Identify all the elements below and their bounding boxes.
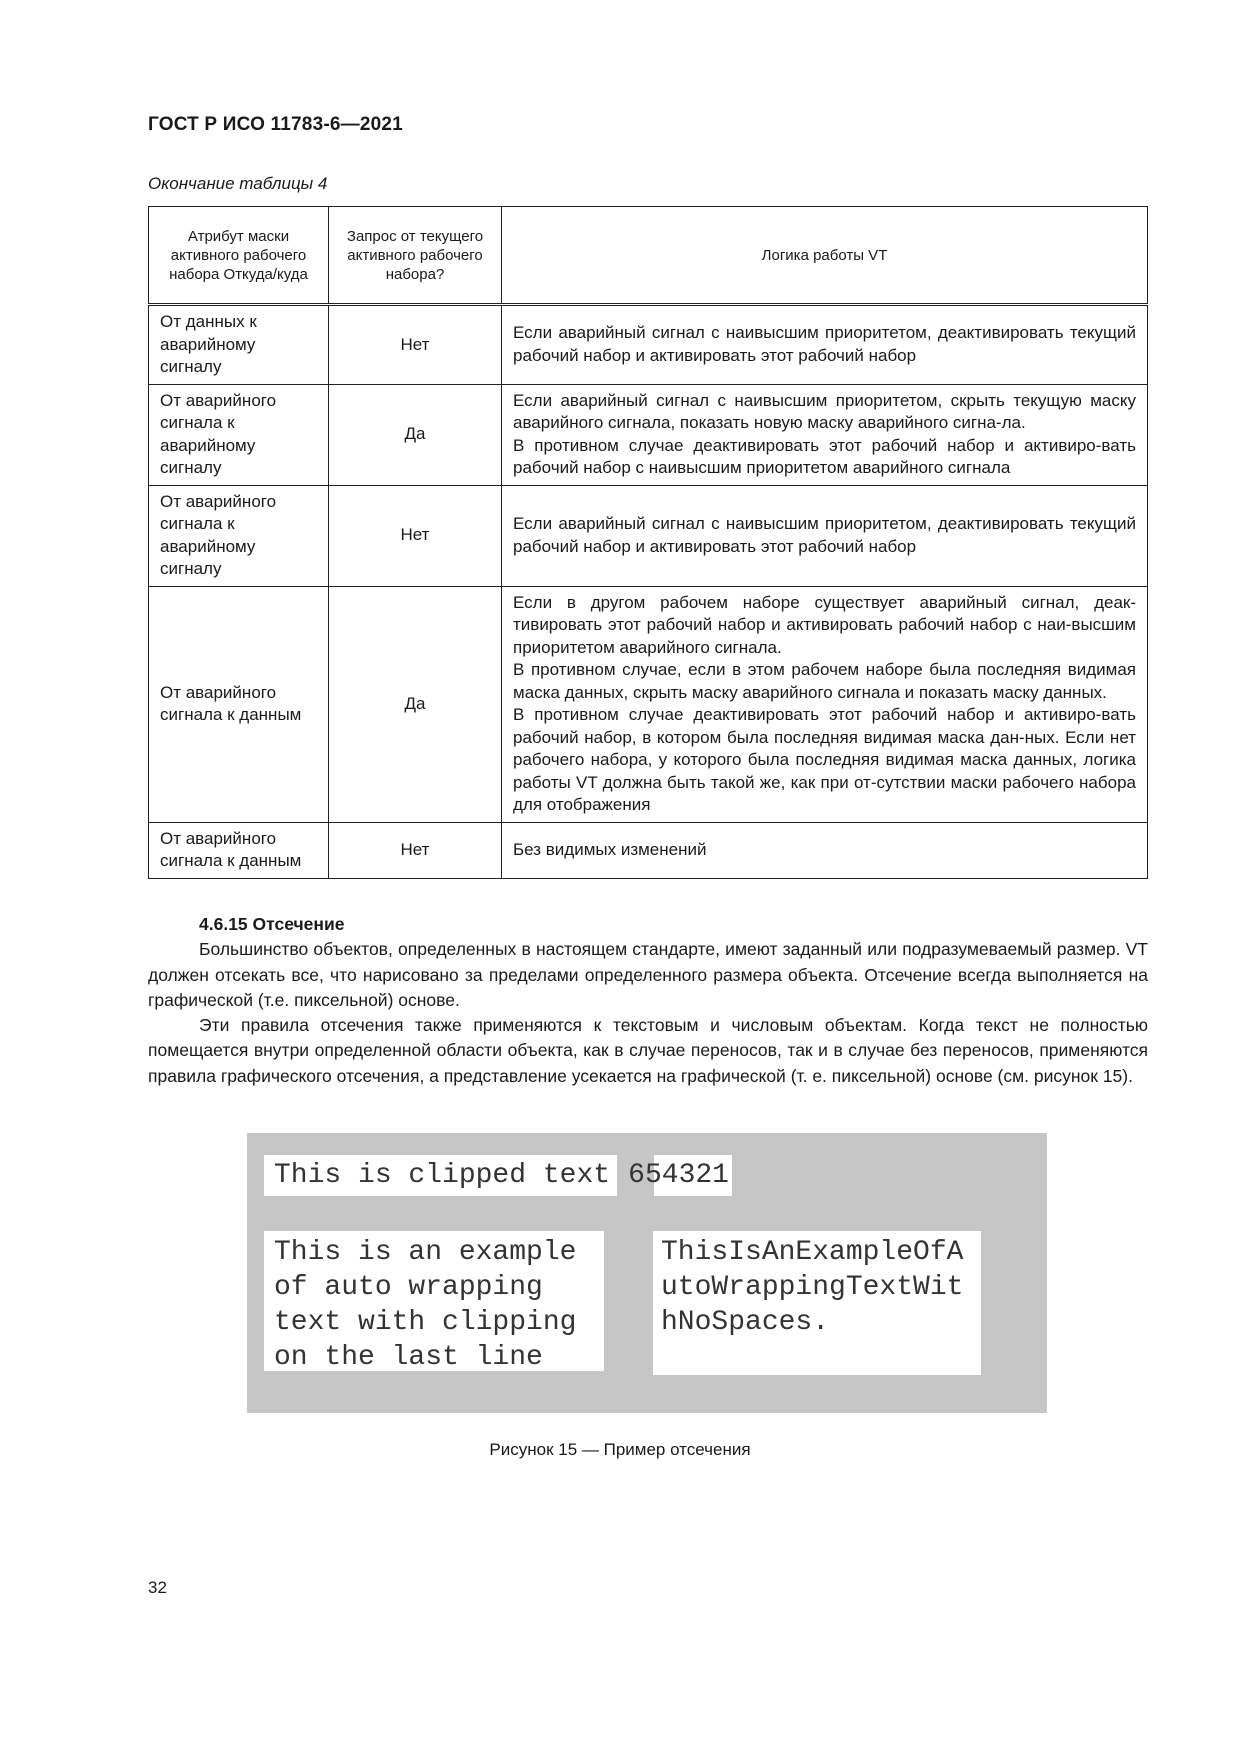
table-row bbox=[149, 822, 1148, 878]
logic-cell: Если в другом рабочем наборе существует аварийный сигнал, деак-тивировать этот рабочий набор и активировать рабочий набор с наи-высшим приоритетом аварийного сигнала. В противном случае, если в этом рабочем наборе была последняя видимая маска данных, скрыть маску аварийного сигнала и показать маску данных. В противном случае деактивировать этот рабочий набор и активиро-вать рабочий набор, в котором была последняя видимая маска дан-ных. Если нет рабочего набора, у которого была последняя видимая маска данных, логика работы VT должна быть такой же, как при от-сутствии маски рабочего набора для отображения bbox=[502, 586, 1148, 822]
logic-cell: Если аварийный сигнал с наивысшим приоритетом, деактивировать текущий рабочий набор и активировать этот рабочий набор bbox=[502, 485, 1148, 586]
section-title: 4.6.15 Отсечение bbox=[199, 914, 345, 934]
auto-wrap-text: This is an example of auto wrapping text with clipping on the last line bbox=[274, 1237, 577, 1373]
figure-caption: Рисунок 15 — Пример отсечения bbox=[489, 1440, 751, 1459]
request-cell: Нет bbox=[329, 822, 502, 878]
logic-cell: Если аварийный сигнал с наивысшим приоритетом, деактивировать текущий рабочий набор и активировать этот рабочий набор bbox=[502, 305, 1148, 385]
clipped-text: This is clipped text bbox=[274, 1160, 611, 1191]
no-spaces-text: ThisIsAnExampleOfA utoWrappingTextWit hNoSpaces. bbox=[661, 1237, 964, 1338]
request-cell: Нет bbox=[329, 485, 502, 586]
attribute-cell: От аварийного сигнала к данным bbox=[149, 586, 329, 822]
logic-cell: Без видимых изменений bbox=[502, 822, 1148, 878]
request-cell: Да bbox=[329, 384, 502, 485]
auto-wrap-text-box bbox=[264, 1231, 604, 1371]
request-cell: Да bbox=[329, 586, 502, 822]
table-4 bbox=[148, 206, 1148, 879]
table-row bbox=[149, 384, 1148, 485]
column-header: Логика работы VT bbox=[502, 207, 1148, 305]
request-cell: Нет bbox=[329, 305, 502, 385]
body-paragraph: Эти правила отсечения также применяются к текстовым и числовым объектам. Когда текст не полностью помещается внутри определенной области объекта, как в случае переносов, так и в случае без переносов, применяются правила графического отсечения, а представление усекается на графической (т. е. пиксельной) основе (см. рисунок 15). bbox=[148, 1015, 1148, 1086]
document-header: ГОСТ Р ИСО 11783-6—2021 bbox=[148, 114, 403, 135]
clipping-example-figure bbox=[247, 1133, 1047, 1413]
no-spaces-text-box bbox=[653, 1231, 981, 1375]
table-continuation-caption: Окончание таблицы 4 bbox=[148, 174, 328, 193]
attribute-cell: От аварийного сигнала к данным bbox=[149, 822, 329, 878]
section-4-6-15 bbox=[148, 912, 1148, 1089]
attribute-cell: От данных к аварийному сигналу bbox=[149, 305, 329, 385]
attribute-cell: От аварийного сигнала к аварийному сигналу bbox=[149, 485, 329, 586]
table-row bbox=[149, 586, 1148, 822]
table-header-row bbox=[149, 207, 1148, 305]
body-paragraph: Большинство объектов, определенных в настоящем стандарте, имеют заданный или подразумеваемый размер. VT должен отсекать все, что нарисовано за пределами определенного размера объекта. Отсечение всегда выполняется на графической (т.е. пиксельной) основе. bbox=[148, 939, 1148, 1010]
attribute-cell: От аварийного сигнала к аварийному сигналу bbox=[149, 384, 329, 485]
clipped-number: 654321 bbox=[628, 1160, 729, 1191]
page-number: 32 bbox=[148, 1578, 167, 1597]
logic-cell: Если аварийный сигнал с наивысшим приоритетом, скрыть текущую маску аварийного сигнала, показать новую маску аварийного сигна-ла. В противном случае деактивировать этот рабочий набор и активиро-вать рабочий набор с наивысшим приоритетом аварийного сигнала bbox=[502, 384, 1148, 485]
clipped-number-box bbox=[628, 1155, 732, 1196]
table-row bbox=[149, 485, 1148, 586]
clipped-text-box bbox=[264, 1155, 617, 1196]
column-header: Атрибут маски активного рабочего набора Откуда/куда bbox=[149, 207, 329, 305]
column-header: Запрос от текущего активного рабочего набора? bbox=[329, 207, 502, 305]
table-row bbox=[149, 305, 1148, 385]
